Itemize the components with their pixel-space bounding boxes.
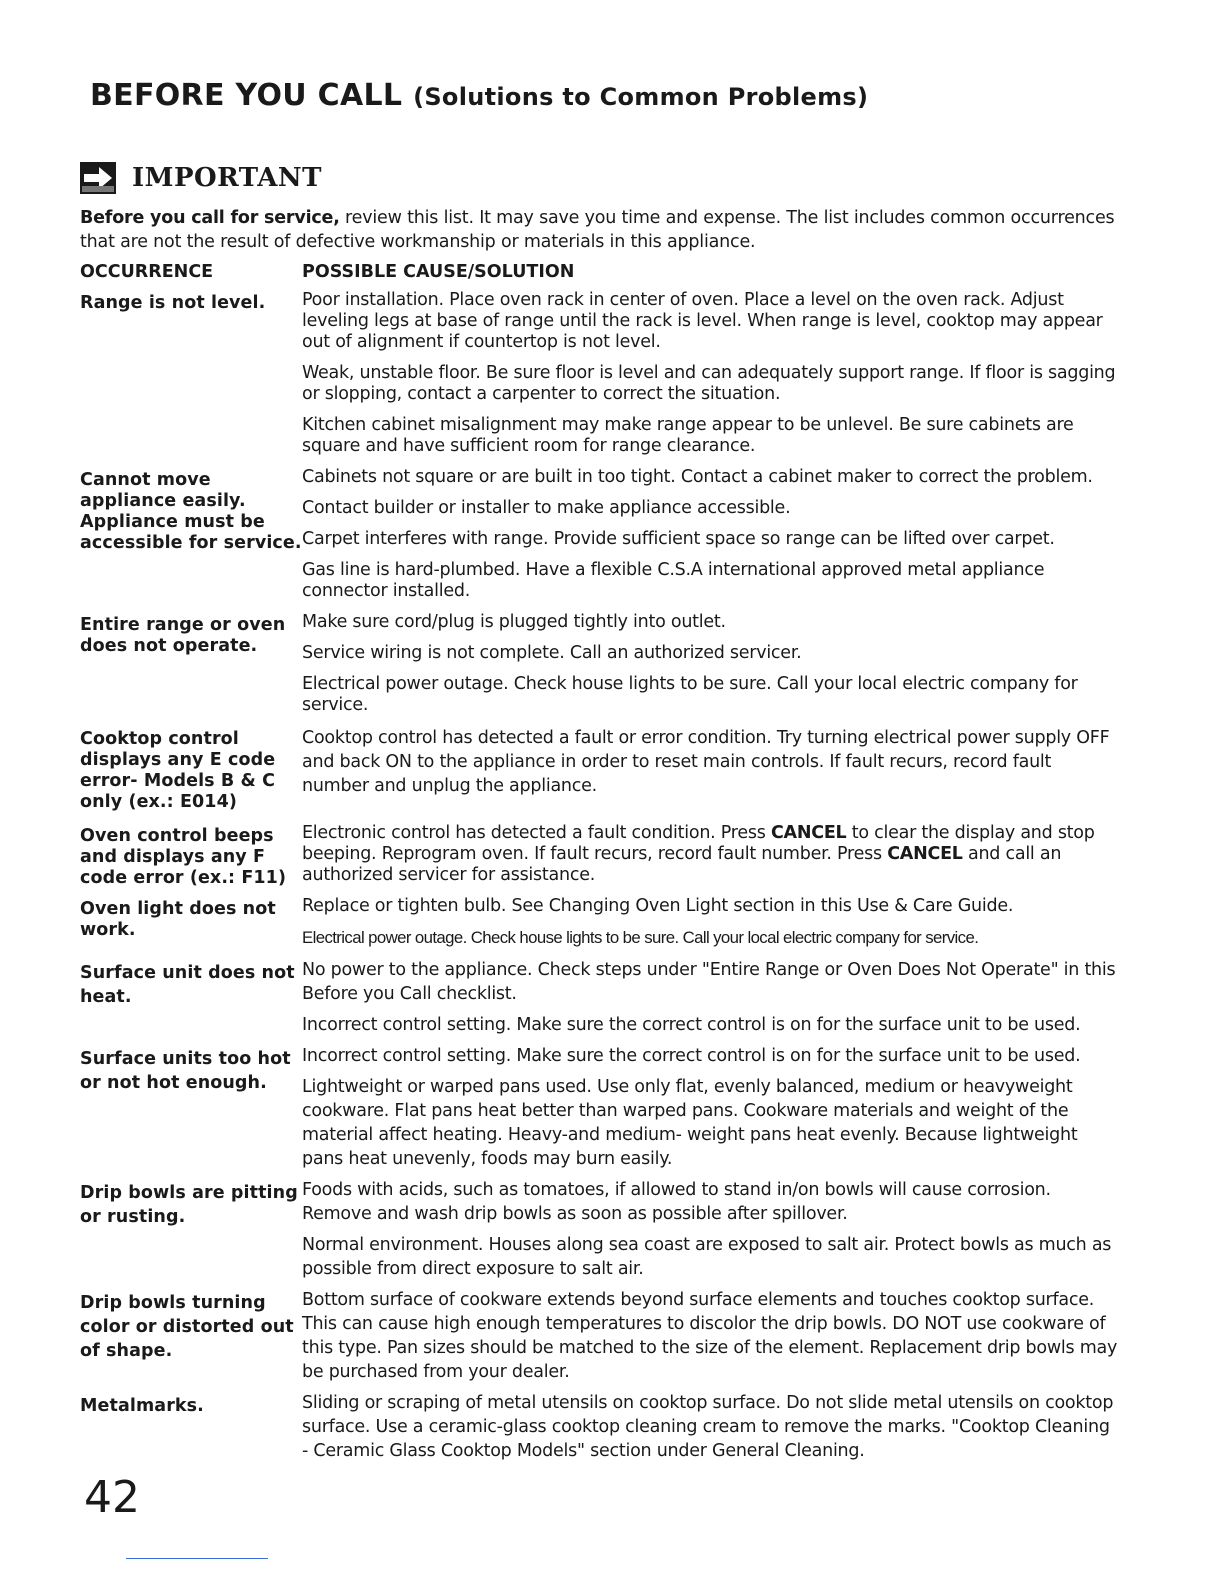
table-row [80,896,1120,958]
occurrence-label: Cooktop control displays any E code error- Models B & C only (ex.: E014) [80,729,276,812]
troubleshooting-table [80,262,1120,1470]
occurrence-label: Surface units too hot or not hot enough. [80,1049,291,1093]
occurrence-label: Metalmarks. [80,1396,204,1416]
table-row [80,1044,1120,1178]
table-row [80,1178,1120,1288]
solution-list [302,467,1120,612]
solution-list [302,290,1120,467]
solution-list [302,1288,1120,1391]
solution-list [302,896,1120,958]
solution-text: Normal environment. Houses along sea coast are exposed to salt air. Protect bowls as much as possible from direct exposure to salt air. [302,1235,1112,1279]
solution-text: Electrical power outage. Check house lights to be sure. Call your local electric company for service. [302,674,1078,715]
table-row [80,612,1120,726]
solution-text: Bottom surface of cookware extends beyond surface elements and touches cooktop surface. This can cause high enough temperatures to discolor the drip bowls. DO NOT use cookware of this type. Pan sizes should be matched to the size of the element. Replacement drip bowls may be purchased from your dealer. [302,1290,1118,1382]
table-row [80,726,1120,813]
solution-text: Cabinets not square or are built in too tight. Contact a cabinet maker to correct the problem. [302,467,1093,487]
solution-text: Electrical power outage. Check house lights to be sure. Call your local electric company for service. [302,928,979,947]
solution-text: Make sure cord/plug is plugged tightly into outlet. [302,612,726,632]
table-header [80,262,1120,290]
intro-text: review this list. It may save you time and expense. The list includes common occurrences that are not the result of defective workmanship or materials in this appliance. [80,208,1115,252]
solution-text [302,823,1120,886]
occurrence-label: Surface unit does not heat. [80,963,295,1007]
occurrence-label: Oven light does not work. [80,899,276,940]
solution-text-part: to clear the display and stop beeping. Reprogram oven. If fault recurs, record fault number. Press [302,823,1095,864]
important-heading [80,162,322,194]
page-title [90,78,868,113]
title-subtitle: (Solutions to Common Problems) [413,83,869,111]
solution-text: Replace or tighten bulb. See Changing Oven Light section in this Use & Care Guide. [302,896,1014,916]
column-header-solution: POSSIBLE CAUSE/SOLUTION [302,262,575,282]
occurrence-label: Drip bowls turning color or distorted out of shape. [80,1293,294,1361]
page-number: 42 [84,1472,140,1523]
solution-list [302,958,1120,1044]
solution-list [302,823,1120,896]
solution-text: Lightweight or warped pans used. Use only flat, evenly balanced, medium or heavyweight cookware. Flat pans heat better than warped pans. Cookware materials and weight of the material affect heating. Heavy-and medium- weight pans heat evenly. Because lightweight pans heat unevenly, foods may burn easily. [302,1077,1078,1169]
table-row [80,467,1120,612]
occurrence-label: Range is not level. [80,293,266,313]
occurrence-label: Cannot move appliance easily. Appliance must be accessible for service. [80,470,302,553]
occurrence-label: Drip bowls are pitting or rusting. [80,1183,298,1227]
table-row [80,290,1120,467]
solution-text: Service wiring is not complete. Call an authorized servicer. [302,643,802,663]
table-row [80,1288,1120,1391]
solution-list [302,1178,1120,1288]
solution-text: Kitchen cabinet misalignment may make range appear to be unlevel. Be sure cabinets are square and have sufficient room for range clearance. [302,415,1074,456]
solution-text: Poor installation. Place oven rack in center of oven. Place a level on the oven rack. Adjust leveling legs at base of range until the rack is level. When range is level, cooktop may appear out of alignment if countertop is not level. [302,290,1103,352]
intro-bold: Before you call for service, [80,208,340,228]
table-row [80,823,1120,896]
solution-text: Foods with acids, such as tomatoes, if allowed to stand in/on bowls will cause corrosion. Remove and wash drip bowls as soon as possible after spillover. [302,1180,1051,1224]
intro-paragraph [80,206,1130,254]
solution-list [302,726,1120,805]
solution-text-part: Electronic control has detected a fault condition. Press [302,823,771,843]
solution-text: Contact builder or installer to make appliance accessible. [302,498,791,518]
solution-list [302,1044,1120,1178]
title-main: BEFORE YOU CALL [90,78,403,113]
solution-text: Cooktop control has detected a fault or error condition. Try turning electrical power supply OFF and back ON to the appliance in order to reset main controls. If fault recurs, record fault number and unplug the appliance. [302,728,1110,796]
table-row [80,958,1120,1044]
solution-list [302,612,1120,726]
solution-text-part: and call an authorized servicer for assistance. [302,844,1062,885]
footer-divider [126,1558,268,1559]
table-row [80,1391,1120,1470]
cancel-keyword: CANCEL [887,844,963,864]
arrow-right-icon [80,162,116,194]
solution-text: Gas line is hard-plumbed. Have a flexible C.S.A international approved metal appliance connector installed. [302,560,1045,601]
occurrence-label: Entire range or oven does not operate. [80,615,286,656]
solution-text: Sliding or scraping of metal utensils on cooktop surface. Do not slide metal utensils on cooktop surface. Use a ceramic-glass cooktop cleaning cream to remove the marks. "Cooktop Cleaning - Ceramic Glass Cooktop Models" section under General Cleaning. [302,1393,1114,1461]
cancel-keyword: CANCEL [770,823,847,843]
occurrence-label: Oven control beeps and displays any F code error (ex.: F11) [80,826,287,888]
important-label: IMPORTANT [132,163,323,193]
solution-text: Weak, unstable floor. Be sure floor is level and can adequately support range. If floor is sagging or slopping, contact a carpenter to correct the situation. [302,363,1116,404]
column-header-occurrence: OCCURRENCE [80,262,214,282]
solution-list [302,1391,1120,1470]
solution-text: No power to the appliance. Check steps under "Entire Range or Oven Does Not Operate" in this Before you Call checklist. [302,960,1116,1004]
solution-text: Incorrect control setting. Make sure the correct control is on for the surface unit to be used. [302,1015,1081,1035]
solution-text: Incorrect control setting. Make sure the correct control is on for the surface unit to be used. [302,1046,1081,1066]
solution-text: Carpet interferes with range. Provide sufficient space so range can be lifted over carpet. [302,529,1055,549]
